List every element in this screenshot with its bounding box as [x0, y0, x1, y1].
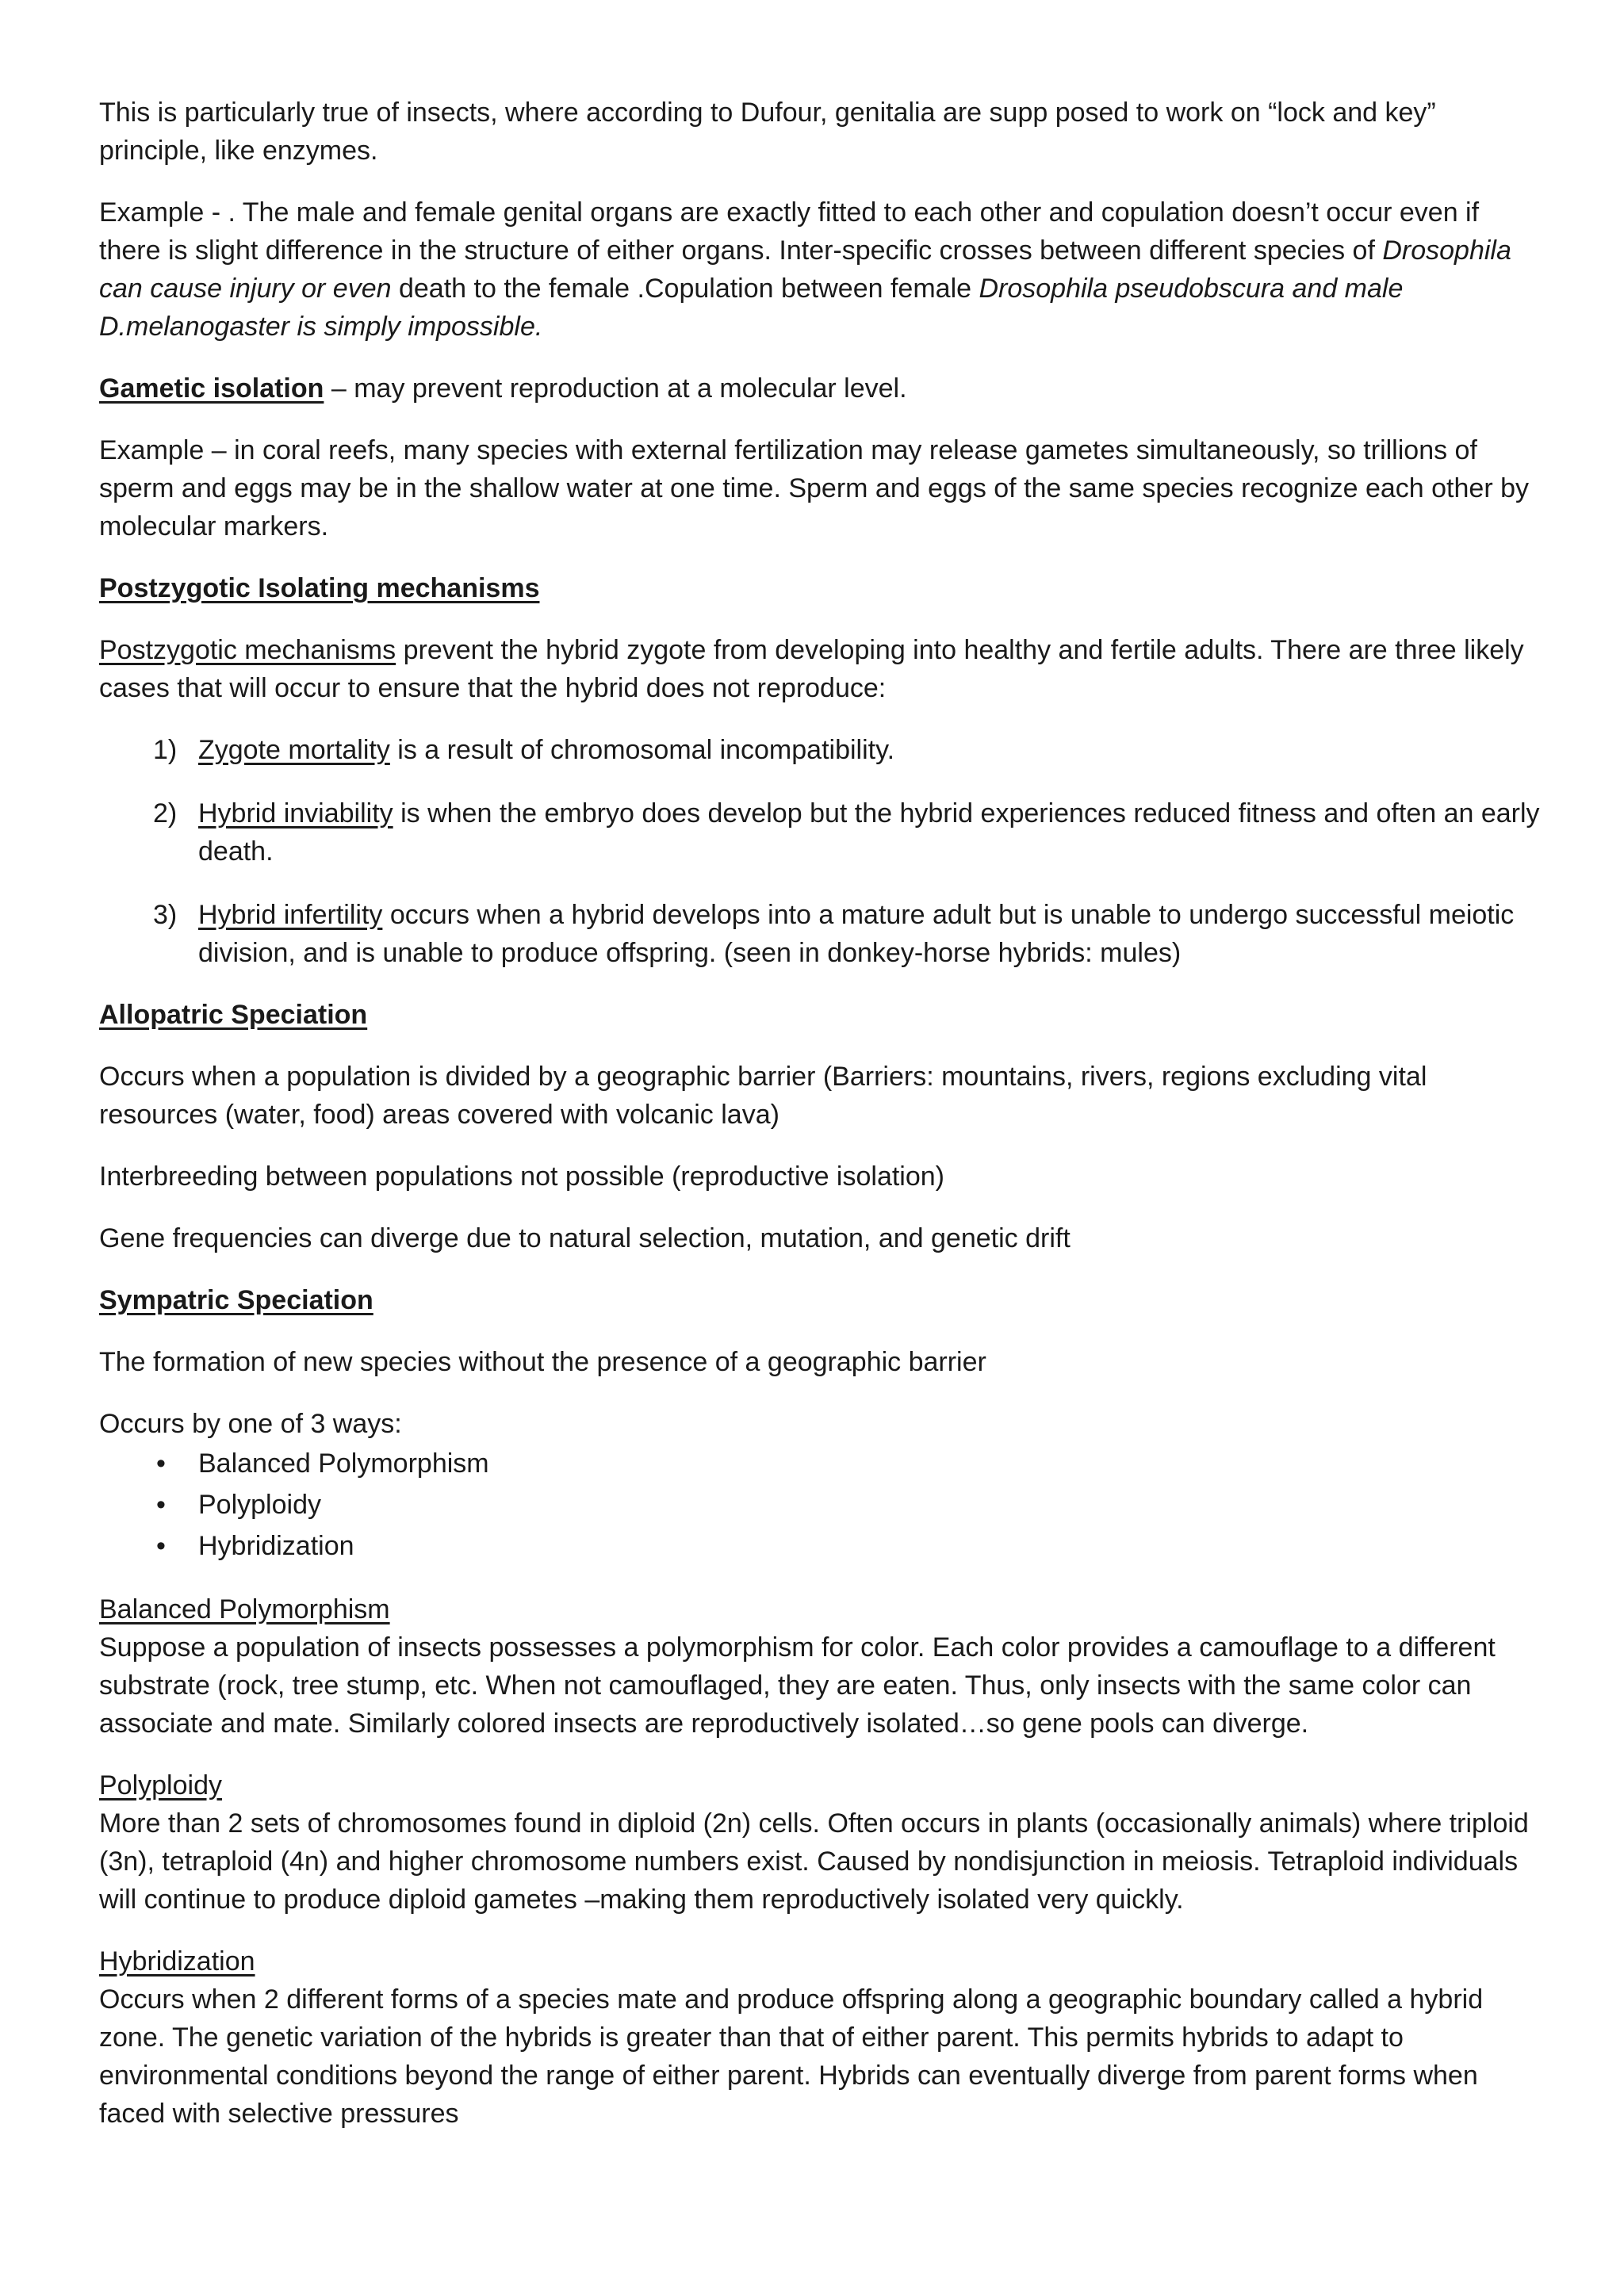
list-item [99, 1484, 1542, 1525]
list-text: Balanced Polymorphism [198, 1448, 489, 1479]
postzygotic-heading: Postzygotic Isolating mechanisms [99, 573, 540, 603]
example-paragraph [99, 193, 1542, 346]
list-term: Hybrid inviability [198, 798, 393, 828]
postzygotic-intro-text: prevent the hybrid zygote from developing into healthy and fertile adults. There are three likely cases that will occur to ensure that the hybrid does not reproduce: [99, 635, 1524, 703]
postzygotic-list [99, 731, 1542, 972]
bullet-icon: • [156, 1448, 166, 1479]
polyploidy-section [99, 1766, 1542, 1919]
sympatric-ways-list [99, 1443, 1542, 1567]
list-text: is when the embryo does develop but the hybrid experiences reduced fitness and often an early death. [198, 798, 1540, 867]
list-item [99, 1443, 1542, 1484]
list-term: Hybrid infertility [198, 900, 383, 930]
example-text-c: death to the female .Copulation between female [391, 274, 979, 304]
list-text: is a result of chromosomal incompatibility. [389, 735, 895, 765]
bullet-icon: • [156, 1531, 166, 1561]
postzygotic-intro-term: Postzygotic mechanisms [99, 635, 396, 665]
list-item [99, 896, 1542, 972]
list-text: Polyploidy [198, 1490, 321, 1520]
postzygotic-intro [99, 631, 1542, 707]
bullet-icon: • [156, 1490, 166, 1520]
list-item [99, 731, 1542, 769]
intro-paragraph: This is particularly true of insects, where according to Dufour, genitalia are supp posed to work on “lock and key” principle, like enzymes. [99, 98, 1436, 166]
polyploidy-text: More than 2 sets of chromosomes found in diploid (2n) cells. Often occurs in plants (occasionally animals) where triploid (3n), tetraploid (4n) and higher chromosome numbers exist. Caused by nondisjunction in meiosis. Tetraploid individuals will continue to produce diploid gametes –making them reproductively isolated very quickly. [99, 1808, 1529, 1915]
balanced-polymorphism-text: Suppose a population of insects possesses a polymorphism for color. Each color provides a camouflage to a different substrate (rock, tree stump, etc. When not camouflaged, they are eaten. Thus, only insects with the same color can associate and mate. Similarly colored insects are reproductively isolated…so gene pools can diverge. [99, 1632, 1496, 1739]
hybridization-section [99, 1942, 1542, 2133]
allopatric-p3: Gene frequencies can diverge due to natural selection, mutation, and genetic drift [99, 1223, 1071, 1253]
gametic-isolation-def: – may prevent reproduction at a molecular level. [324, 373, 907, 404]
list-text: occurs when a hybrid develops into a mature adult but is unable to undergo successful meiotic division, and is unable to produce offspring. (seen in donkey-horse hybrids: mules) [198, 900, 1515, 968]
allopatric-heading: Allopatric Speciation [99, 1000, 368, 1030]
gametic-example-paragraph: Example – in coral reefs, many species with external fertilization may release gametes simultaneously, so trillions of sperm and eggs may be in the shallow water at one time. Sperm and eggs of the same species recognize each other by molecular markers. [99, 435, 1529, 541]
balanced-polymorphism-heading: Balanced Polymorphism [99, 1594, 390, 1624]
balanced-polymorphism-section [99, 1590, 1542, 1743]
allopatric-p2: Interbreeding between populations not possible (reproductive isolation) [99, 1161, 945, 1192]
sympatric-ways-intro: Occurs by one of 3 ways: [99, 1409, 402, 1439]
example-text-italic-2: Drosophila pseudobscura and male D.melanogaster is simply impossible. [99, 274, 1404, 342]
list-text: Hybridization [198, 1531, 354, 1561]
list-number: 3) [153, 900, 178, 930]
gametic-isolation-term: Gametic isolation [99, 373, 324, 404]
list-item [99, 794, 1542, 871]
list-term: Zygote mortality [198, 735, 390, 765]
example-text-italic-1: Drosophila can cause injury or even [99, 235, 1511, 304]
allopatric-p1: Occurs when a population is divided by a geographic barrier (Barriers: mountains, rivers, regions excluding vital resources (water, food) areas covered with volcanic lava) [99, 1062, 1427, 1130]
list-item [99, 1525, 1542, 1567]
list-number: 2) [153, 798, 178, 828]
hybridization-text: Occurs when 2 different forms of a species mate and produce offspring along a geographic boundary called a hybrid zone. The genetic variation of the hybrids is greater than that of either parent. This permits hybrids to adapt to environmental conditions beyond the range of either parent. Hybrids can eventually diverge from parent forms when faced with selective pressures [99, 1984, 1484, 2129]
sympatric-p1: The formation of new species without the presence of a geographic barrier [99, 1347, 986, 1377]
list-number: 1) [153, 735, 178, 765]
document-page [99, 94, 1542, 2156]
hybridization-heading: Hybridization [99, 1946, 255, 1976]
gametic-isolation-paragraph [99, 369, 1542, 408]
polyploidy-heading: Polyploidy [99, 1770, 222, 1800]
sympatric-heading: Sympatric Speciation [99, 1285, 373, 1315]
example-text-a: Example - . The male and female genital organs are exactly fitted to each other and copulation doesn’t occur even if there is slight difference in the structure of either organs. Inter-specific crosses between different species of [99, 197, 1480, 266]
